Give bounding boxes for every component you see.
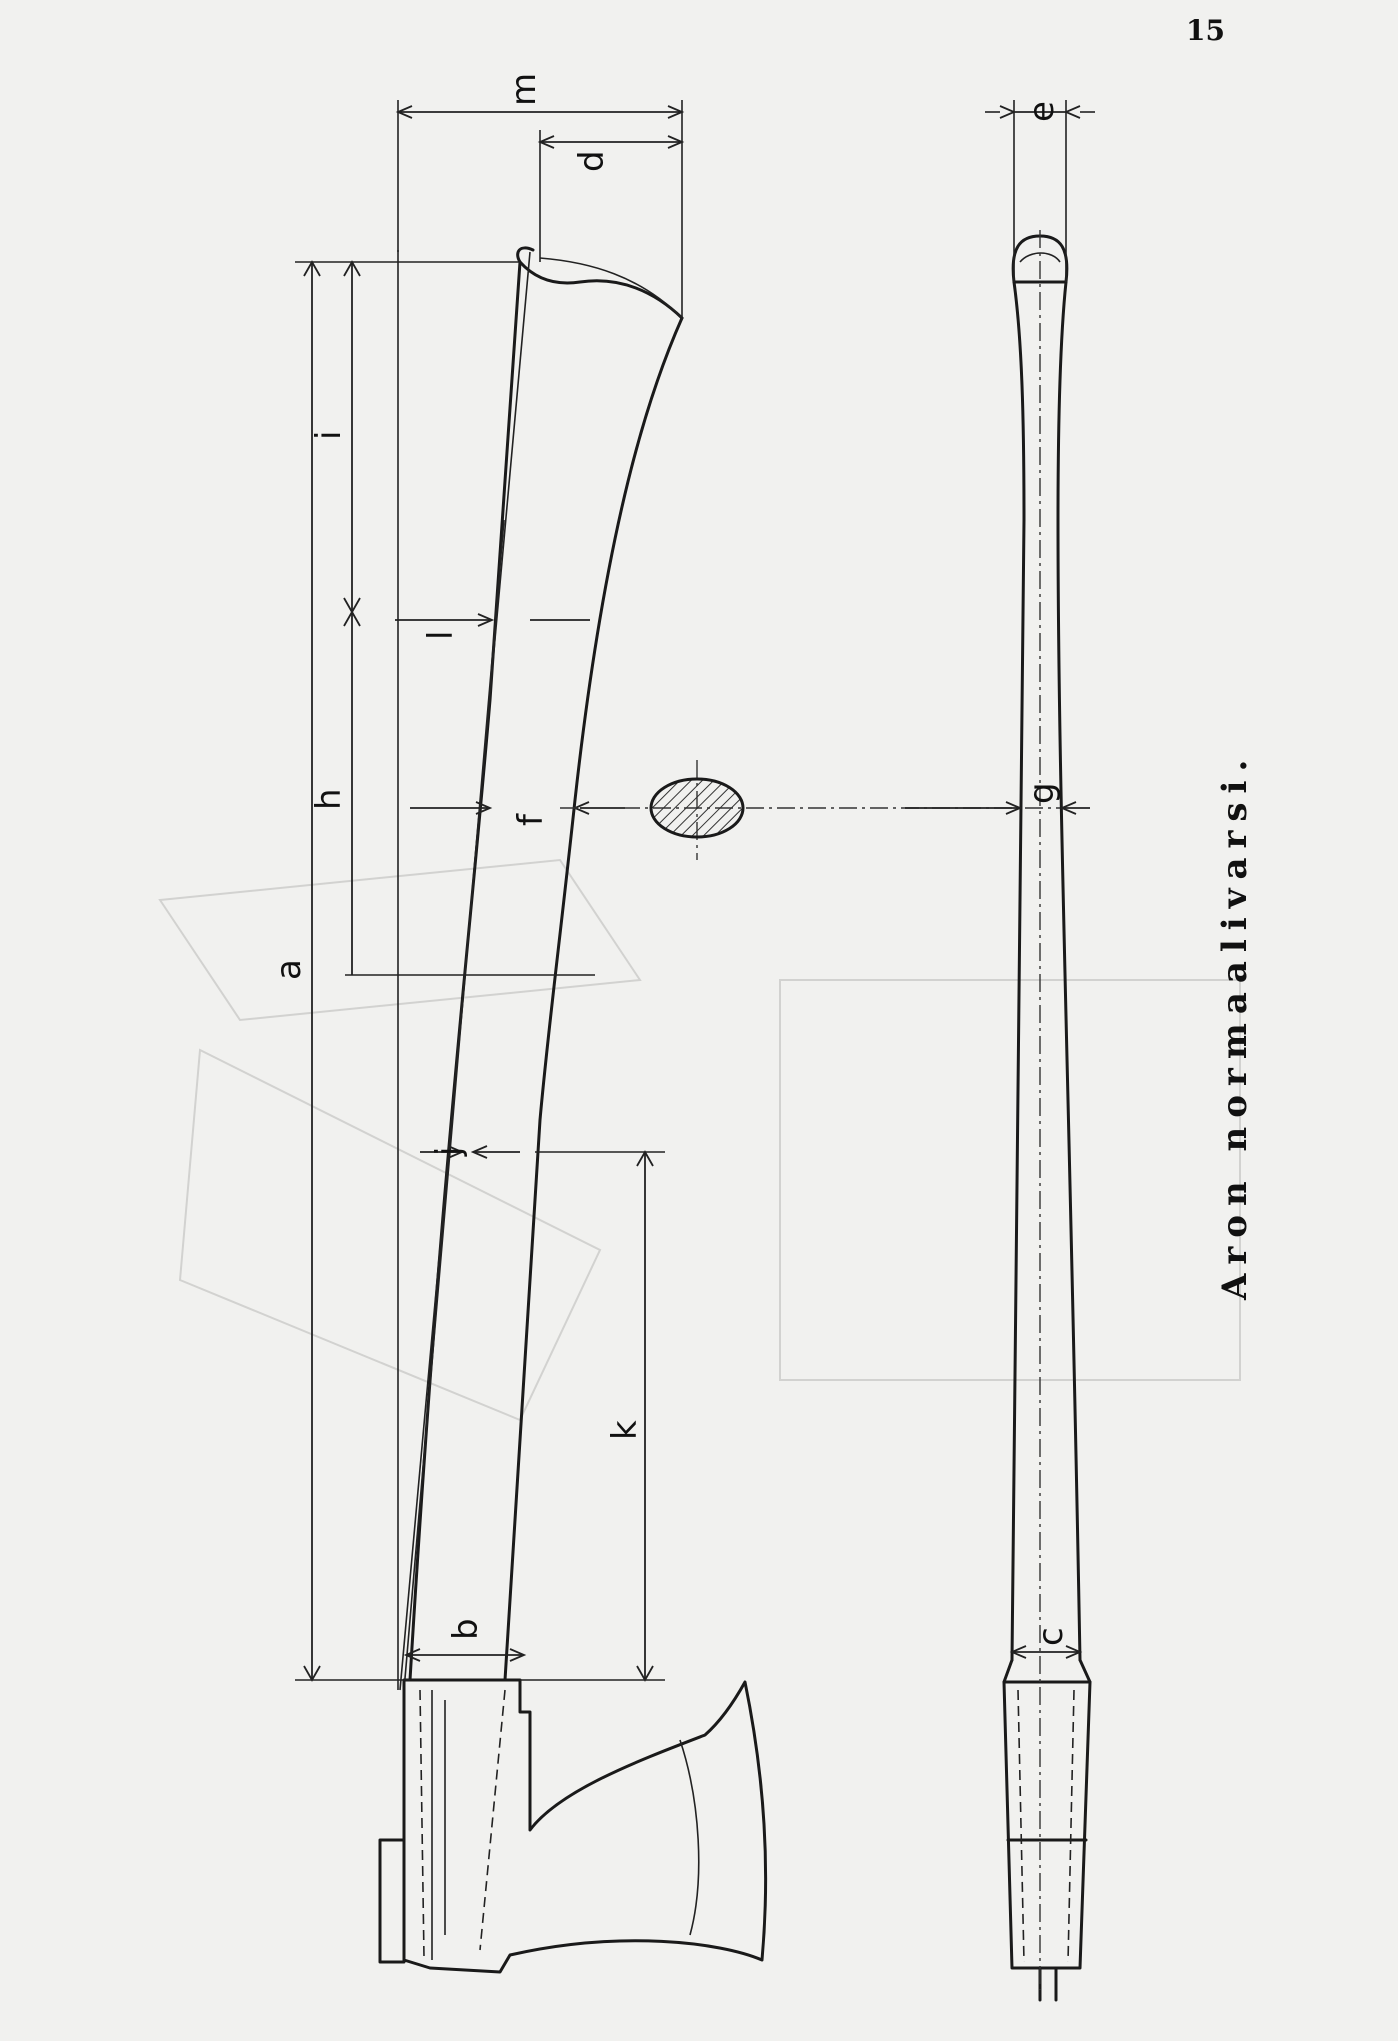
dimension-labels-side [269,73,645,1640]
reference-line-slant-2 [404,520,504,1690]
front-axe-collar [1004,1660,1090,1682]
front-shaft-left [1012,282,1024,1660]
axe-head-outline [404,1680,766,1972]
axe-eye-hidden-line [420,1690,424,1958]
label-m: m [504,72,544,106]
label-f: f [511,814,551,826]
label-b: b [446,1618,486,1640]
handle-front-edge [505,318,682,1680]
label-l: l [421,630,461,640]
handle-cross-section [560,760,1060,860]
knob-inner-line [540,258,682,318]
label-h: h [309,788,349,810]
label-g: g [1022,782,1062,804]
dimension-lines-front [905,100,1095,1658]
front-shaft-right [1058,282,1080,1660]
axe-eye-hidden-line-2 [480,1690,505,1950]
label-j: j [429,1146,469,1156]
axe-head-side-view [380,1680,766,1972]
bleed-through-ghost [160,860,1240,1420]
front-axe-eye [1004,1682,1090,1968]
axe-blade-bevel [680,1740,699,1935]
label-e: e [1022,101,1062,122]
label-d: d [572,150,612,172]
axe-butt-plate [380,1840,404,1962]
label-k: k [605,1420,645,1440]
page-number: 15 [1186,14,1225,47]
label-c: c [1031,1627,1071,1646]
cross-section-ellipse [651,779,743,837]
label-i: i [309,430,349,440]
dimension-lines-side [295,100,682,1680]
figure-caption: Aron normaalivarsi. [1215,750,1255,1300]
handle-front-view [1004,230,1090,2000]
label-a: a [269,959,309,980]
handle-side-view [398,248,682,1690]
axe-cheek-line [432,1690,445,1960]
